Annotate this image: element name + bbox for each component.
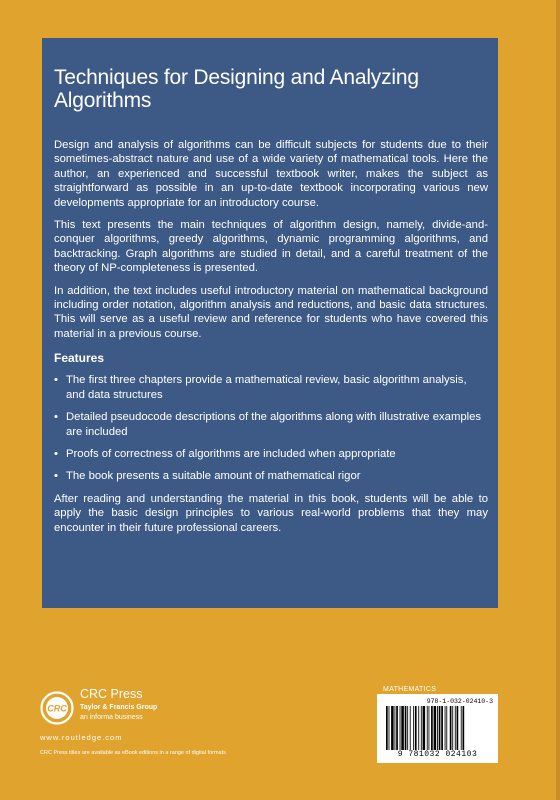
book-title: Techniques for Designing and Analyzing Algorithms [54, 66, 419, 112]
feature-text: Detailed pseudocode descriptions of the algorithms along with illustrative examples are included [66, 411, 482, 438]
feature-text: The book presents a suitable amount of mathematical rigor [66, 470, 361, 483]
barcode-bar [400, 706, 401, 750]
barcode-bar [445, 706, 446, 750]
feature-item [54, 373, 488, 402]
barcode-bar [455, 706, 456, 750]
barcode-bar [389, 706, 390, 750]
barcode-icon [382, 706, 493, 750]
barcode-bar [396, 706, 398, 750]
feature-text: The first three chapters provide a mathematical review, basic algorithm analysis, and data structures [66, 374, 467, 401]
feature-text: Proofs of correctness of algorithms are included when appropriate [66, 447, 396, 460]
barcode-bar [446, 706, 447, 750]
closing-paragraph: After reading and understanding the material in this book, students will be able to apply the basic design principles to various real-world problems that they may encounter in their future professional careers. [54, 492, 488, 534]
barcode-bar [441, 706, 443, 750]
barcode-bar [429, 706, 430, 750]
publisher-group: Taylor & Francis Group [80, 704, 158, 711]
barcode-bar [431, 706, 433, 750]
isbn-top: 978-1-032-02410-3 [426, 698, 493, 705]
spine-edge [556, 0, 560, 800]
barcode-bar [405, 706, 407, 750]
barcode-bar [413, 706, 414, 750]
isbn-bottom: 9 781032 024103 [397, 750, 478, 759]
barcode-bar [407, 706, 408, 750]
features-heading: Features [54, 351, 105, 366]
publisher-url: www.routledge.com [40, 733, 123, 742]
barcode-bar [461, 706, 462, 750]
feature-item [54, 410, 488, 439]
logo-text: CRC [47, 703, 67, 714]
bullet-icon: • [54, 411, 58, 424]
publisher-informa: an informa business [80, 714, 143, 721]
crc-logo-icon [40, 691, 74, 725]
barcode-bar [427, 706, 428, 750]
bullet-icon: • [54, 470, 58, 483]
barcode-bar [401, 706, 404, 750]
barcode-bar [386, 706, 388, 750]
barcode-bar [418, 706, 419, 750]
barcode-bar [463, 706, 465, 750]
description-panel [42, 38, 498, 608]
barcode-bar [423, 706, 426, 750]
features-list [54, 373, 488, 483]
barcode-bar [391, 706, 394, 750]
barcode-bar [452, 706, 453, 750]
publisher-block [40, 683, 220, 743]
barcode-bar [439, 706, 441, 750]
barcode-bar [415, 706, 417, 750]
barcode-box [377, 694, 498, 763]
barcode-bar [450, 706, 452, 750]
bullet-icon: • [54, 447, 58, 460]
barcode-bar [434, 706, 437, 750]
description-paragraph-3: In addition, the text includes useful introductory material on mathematical background including order notation, algorithm analysis and reductions, and basic data structures. This will serve as a useful review and reference for students who have covered this material in a previous course. [54, 284, 488, 340]
barcode-bar [437, 706, 438, 750]
description-paragraph-1: Design and analysis of algorithms can be difficult subjects for students due to their sometimes-abstract nature and use of a wide variety of mathematical tools. Here the author, an experienced and successful textbook writer, makes the subject as straightforward as possible in an up-to-date textbook incorporating various new developments appropriate for an introductory course. [54, 139, 488, 209]
barcode-bar [395, 706, 396, 750]
feature-item [54, 469, 488, 483]
ebook-note: CRC Press titles are available as eBook editions in a range of digital formats [40, 750, 226, 756]
subject-label: MATHEMATICS [383, 686, 437, 693]
barcode-bar [421, 706, 422, 750]
barcode-bar [410, 706, 411, 750]
feature-item [54, 447, 488, 461]
barcode-bar [457, 706, 459, 750]
description-paragraph-2: This text presents the main techniques of algorithm design, namely, divide-and-conquer algorithms, greedy algorithms, dynamic programming algorithms, and backtracking. Graph algorithms are studied in detail, and a careful treatment of the theory of NP-completeness is presented. [54, 219, 488, 275]
bullet-icon: • [54, 374, 58, 387]
publisher-name: CRC Press [80, 687, 143, 701]
